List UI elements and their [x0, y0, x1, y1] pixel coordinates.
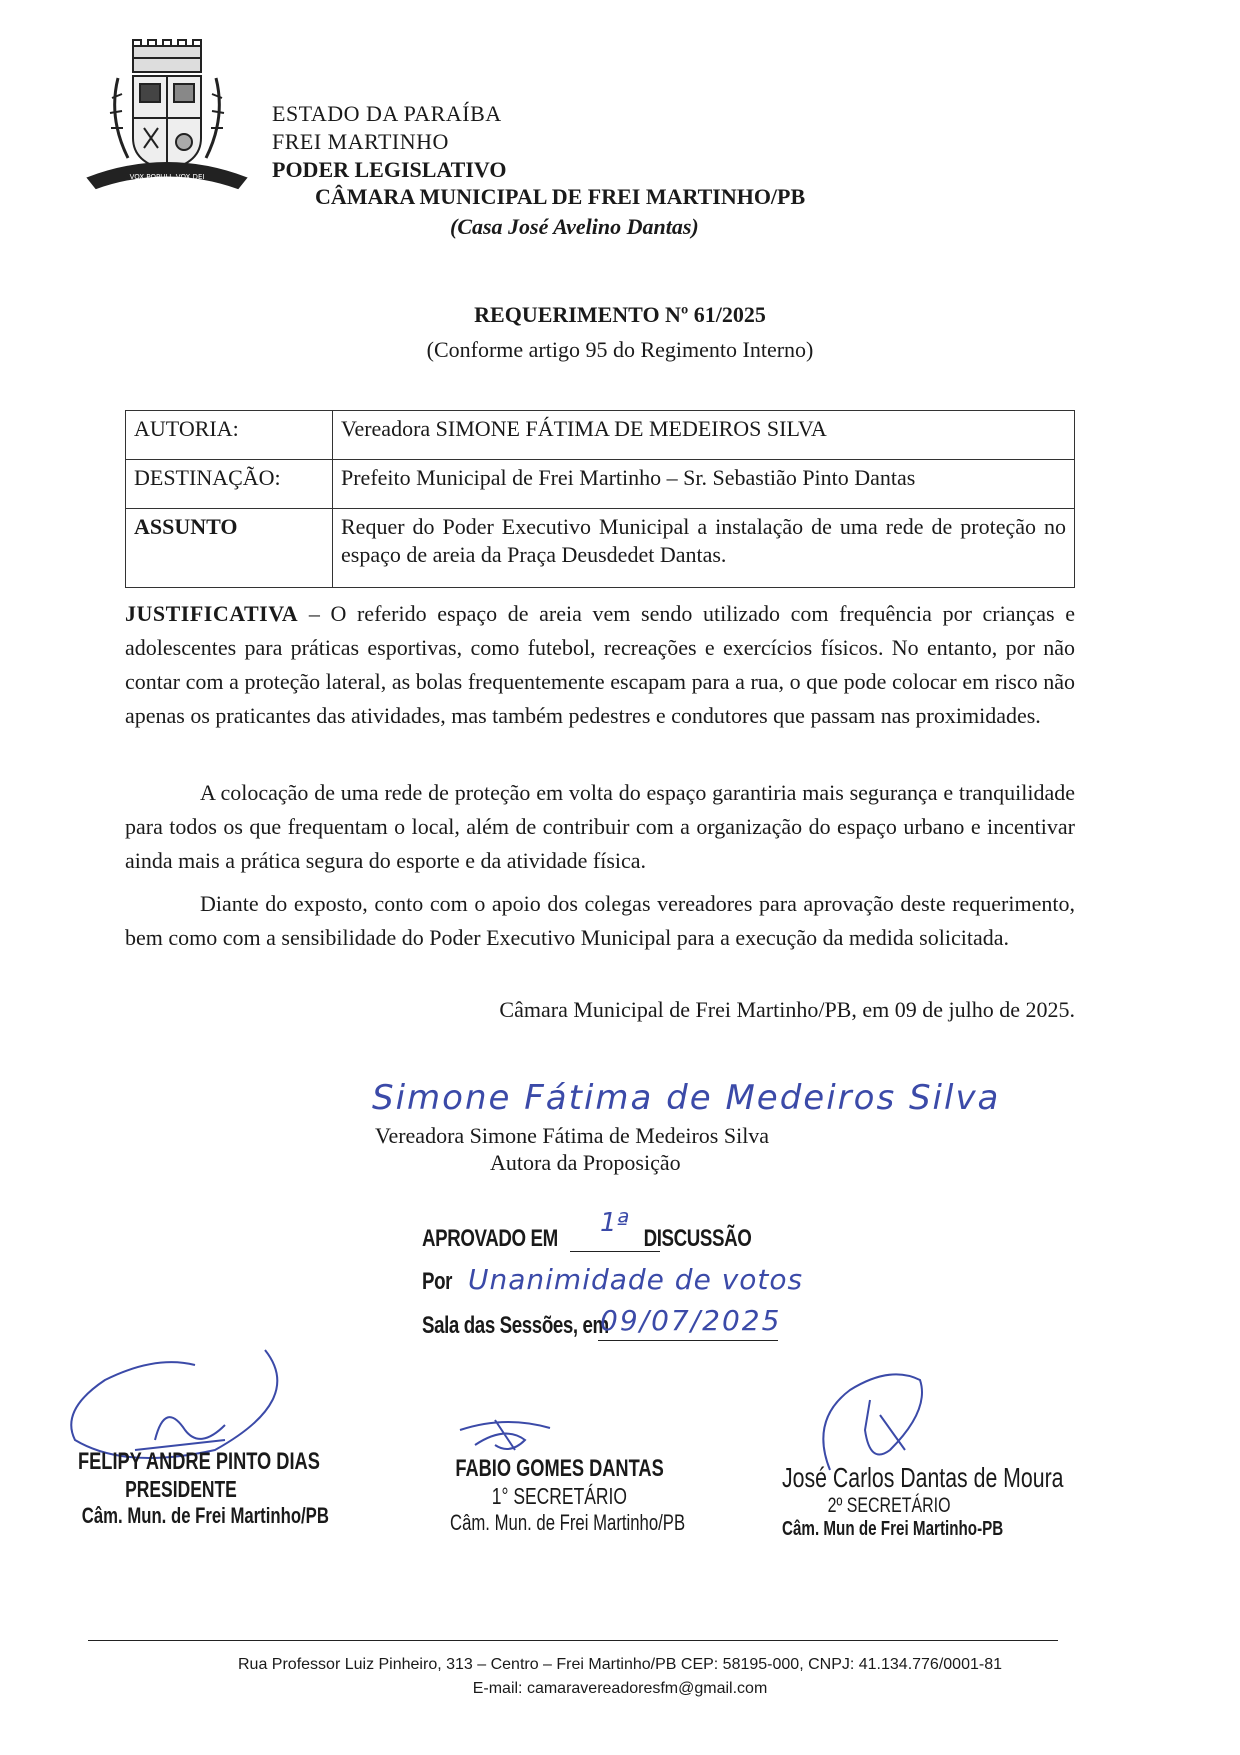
signatory-president: [78, 1448, 329, 1529]
svg-text:VOX POPULI, VOX DEI: VOX POPULI, VOX DEI: [129, 173, 205, 181]
author-handwritten-signature: Simone Fátima de Medeiros Silva: [372, 1078, 1001, 1118]
authorship-value: Vereadora SIMONE FÁTIMA DE MEDEIROS SILVA: [333, 411, 1075, 460]
second-secretary-signature-icon: [810, 1370, 950, 1475]
approval-stamp-line1: [422, 1225, 751, 1253]
signatory-second-secretary: [782, 1462, 1064, 1541]
destination-label: DESTINAÇÃO:: [126, 460, 333, 509]
approval-stamp-line3: Sala das Sessões, em: [422, 1312, 609, 1339]
approval-stamp-line2: Por: [422, 1268, 453, 1295]
stamp-underline: [570, 1251, 660, 1252]
first-secretary-signature-icon: [455, 1410, 565, 1455]
table-row: [126, 460, 1075, 509]
header-branch: PODER LEGISLATIVO: [272, 157, 507, 182]
signatory-first-secretary: [450, 1455, 685, 1536]
justification-text: – O referido espaço de areia vem sendo utilizado com frequência por crianças e adolescentes para práticas esportivas, como futebol, recreações e exercícios físicos. No entanto, por não contar com a proteção lateral, as bolas frequentemente escapam para a rua, o que pode colocar em risco não apenas os praticantes das atividades, mas também pedestres e condutores que passam nas proximidades.: [125, 601, 1075, 728]
signatory-org: Câm. Mun. de Frei Martinho/PB: [81, 1503, 329, 1528]
header-city: FREI MARTINHO: [272, 129, 449, 154]
justification-label: JUSTIFICATIVA: [125, 601, 299, 626]
approval-date-hand: 09/07/2025: [600, 1304, 782, 1337]
table-row: [126, 411, 1075, 460]
signatory-role: PRESIDENTE: [125, 1476, 237, 1502]
footer-email: E-mail: camaravereadoresfm@gmail.com: [472, 1680, 768, 1697]
signatory-name: FABIO GOMES DANTAS: [455, 1455, 664, 1482]
approval-prefix: APROVADO EM: [422, 1225, 558, 1252]
signatory-role: 2º SECRETÁRIO: [827, 1494, 951, 1517]
stamp-underline: [598, 1340, 778, 1341]
approval-suffix: DISCUSSÃO: [643, 1225, 752, 1252]
approval-discussion-hand: 1ª: [600, 1208, 629, 1238]
document-subtitle: (Conforme artigo 95 do Regimento Interno): [426, 337, 814, 362]
footer-divider: [88, 1640, 1058, 1641]
signatory-role: 1° SECRETÁRIO: [491, 1483, 628, 1509]
authorship-label: AUTORIA:: [126, 411, 333, 460]
municipal-crest-icon: [78, 38, 256, 198]
document-title: REQUERIMENTO Nº 61/2025: [474, 302, 766, 327]
signatory-org: Câm. Mun. de Frei Martinho/PB: [450, 1510, 686, 1535]
header-state: ESTADO DA PARAÍBA: [272, 101, 502, 126]
author-role: Autora da Proposição: [490, 1150, 681, 1175]
signatory-name: FELIPY ANDRE PINTO DIAS: [78, 1448, 320, 1475]
footer-address: Rua Professor Luiz Pinheiro, 313 – Centro – Frei Martinho/PB CEP: 58195-000, CNPJ: 41.134.776/0001-81: [238, 1656, 1002, 1673]
info-table: [125, 410, 1075, 588]
signatory-name: José Carlos Dantas de Moura: [782, 1462, 1064, 1493]
table-row: [126, 509, 1075, 588]
subject-label: ASSUNTO: [126, 509, 333, 588]
header-house: (Casa José Avelino Dantas): [450, 214, 699, 239]
subject-value: Requer do Poder Executivo Municipal a instalação de uma rede de proteção no espaço de areia da Praça Deusdedet Dantas.: [333, 509, 1075, 588]
paragraph-3: Diante do exposto, conto com o apoio dos colegas vereadores para aprovação deste requerimento, bem como com a sensibilidade do Poder Executivo Municipal para a execução da medida solicitada.: [125, 891, 1075, 950]
signatory-org: Câm. Mun de Frei Martinho-PB: [782, 1518, 1004, 1540]
destination-value: Prefeito Municipal de Frei Martinho – Sr. Sebastião Pinto Dantas: [333, 460, 1075, 509]
paragraph-2: A colocação de uma rede de proteção em volta do espaço garantiria mais segurança e tranquilidade para todos os que frequentam o local, além de contribuir com a organização do espaço urbano e incentivar ainda mais a prática segura do esporte e da atividade física.: [125, 780, 1075, 873]
author-name: Vereadora Simone Fátima de Medeiros Silva: [375, 1123, 770, 1148]
approval-vote-hand: Unanimidade de votos: [468, 1263, 804, 1296]
header-chamber: CÂMARA MUNICIPAL DE FREI MARTINHO/PB: [315, 184, 806, 209]
date-line: Câmara Municipal de Frei Martinho/PB, em 09 de julho de 2025.: [499, 997, 1075, 1022]
justification-paragraph: [125, 597, 1075, 733]
